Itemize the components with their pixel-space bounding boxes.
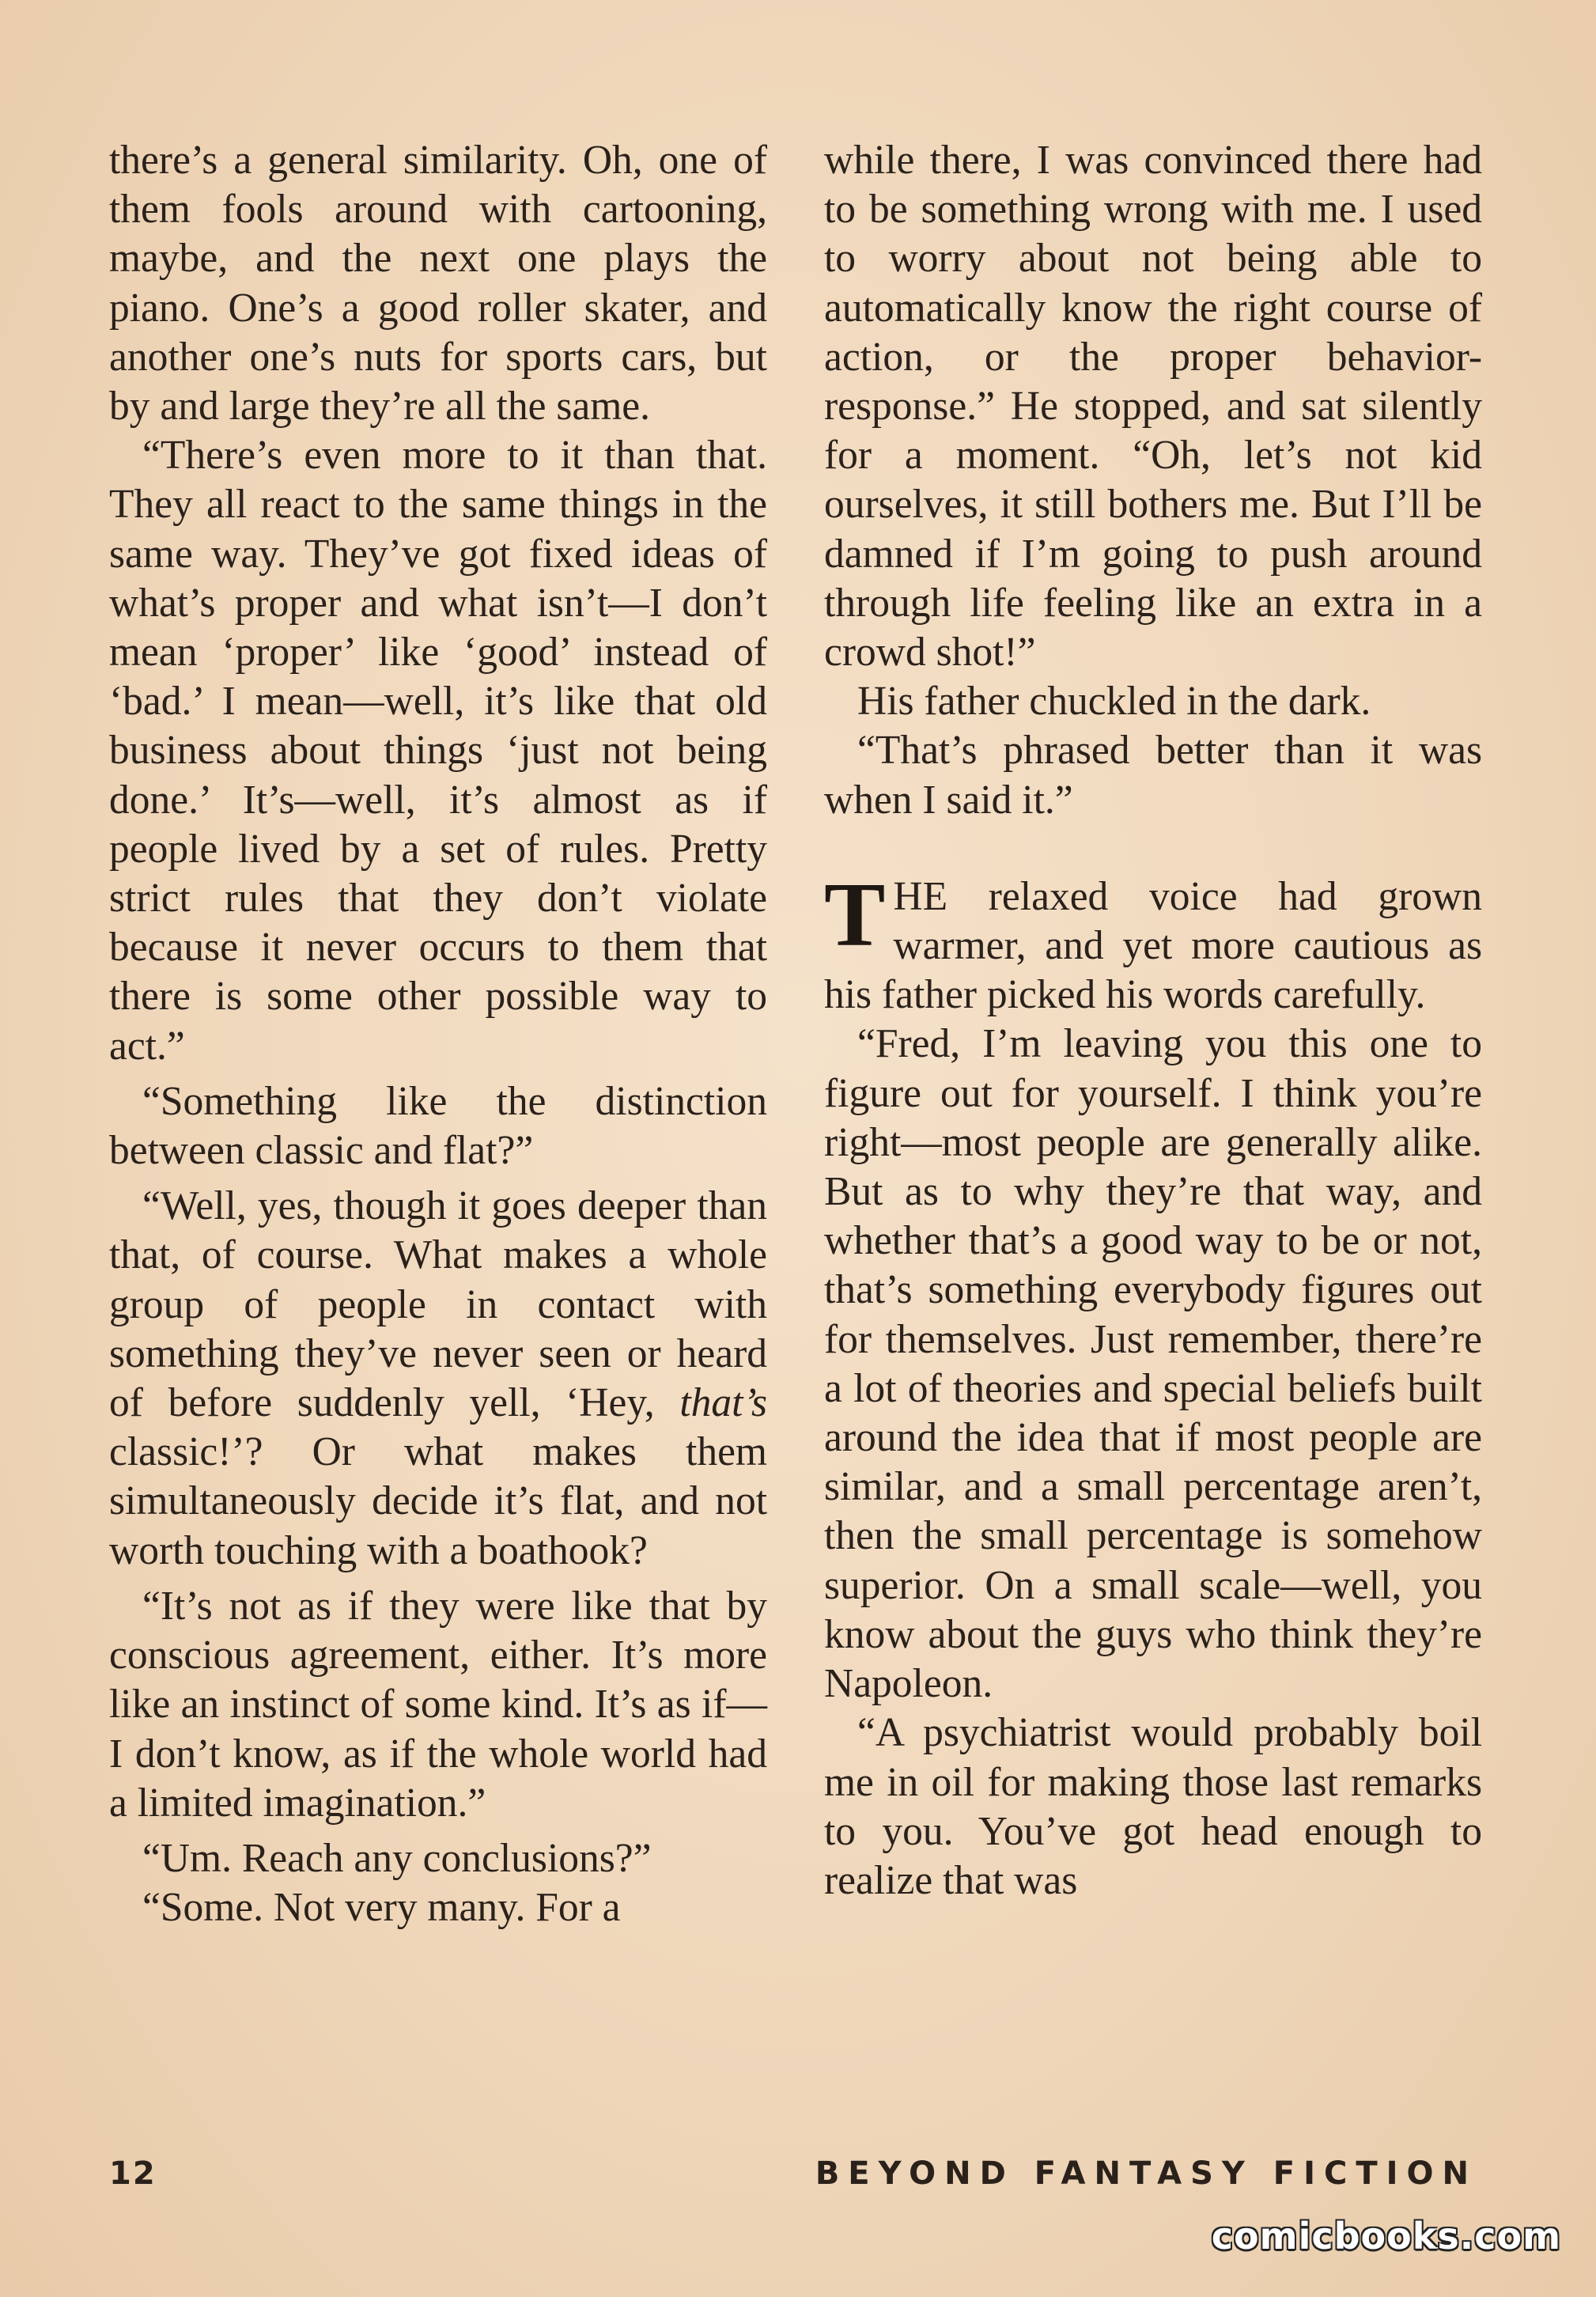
emphasis: that’s bbox=[679, 1380, 767, 1426]
paragraph: there’s a general similarity. Oh, one of them fools around with cartooning, maybe, and the next one plays the piano. One’s a good roller skater, and another one’s nuts for sports cars, but by and large they’re all the same. bbox=[109, 138, 767, 430]
watermark-logo: comicbooks.com bbox=[1211, 2215, 1561, 2257]
paragraph: “Something like the distinction between classic and flat?” bbox=[109, 1078, 767, 1174]
paragraph: “There’s even more to it than that. They all react to the same things in the same way. They’ve got fixed ideas of what’s proper and what isn’t—I don’t mean ‘proper’ like ‘good’ instead of ‘bad.’ I mean—well, it’s like that old business about things ‘just not being done.’ It’s—well, it’s almost as if people lived by a set of rules. Pretty strict rules that they don’t violate because it never occurs to them that there is some other possible way to act.” bbox=[109, 433, 767, 1069]
left-column bbox=[109, 136, 767, 1932]
magazine-title: BEYOND FANTASY FICTION bbox=[815, 2155, 1477, 2192]
paragraph: “Um. Reach any conclusions?” bbox=[142, 1835, 652, 1881]
paragraph: “A psychiatrist would probably boil me in oil for making those last remarks to you. You’ve got head enough to realize that was bbox=[824, 1710, 1482, 1903]
paragraph bbox=[109, 1182, 767, 1576]
paragraph: while there, I was convinced there had to be something wrong with me. I used to worry about not being able to automatically know the right course of action, or the proper behavior-response.” He stopped, and sat silently for a moment. “Oh, let’s not kid ourselves, it still bothers me. But I’ll be damned if I’m going to push around through life feeling like an extra in a crowd shot!” bbox=[824, 138, 1482, 675]
text-run: classic!’? Or what makes them simultaneously decide it’s flat, and not worth touching with a boathook? bbox=[109, 1429, 767, 1573]
paragraph: “Some. Not very many. For a bbox=[142, 1885, 621, 1931]
section-break bbox=[824, 864, 1482, 1020]
drop-cap: T bbox=[824, 864, 886, 966]
paragraph: “Fred, I’m leaving you this one to figure out for yourself. I think you’re right—most people are generally alike. But as to why they’re that way, and whether that’s a good way to be or not, that’s something everybody figures out for themselves. Just remember, there’re a lot of theories and special beliefs built around the idea that if most people are similar, and a small percentage aren’t, then the small percentage is somehow superior. On a small scale—well, you know about the guys who think they’re Napoleon. bbox=[824, 1021, 1482, 1707]
page-number: 12 bbox=[109, 2155, 157, 2192]
text-run: “Well, yes, though it goes deeper than that, of course. What makes a whole group of people in contact with something they’ve never seen or heard of before suddenly yell, ‘Hey, bbox=[109, 1183, 767, 1426]
right-column bbox=[824, 136, 1482, 1905]
paragraph: “That’s phrased better than it was when I said it.” bbox=[824, 728, 1482, 823]
paragraph bbox=[824, 864, 1482, 1020]
text-run: HE relaxed voice had grown warmer, and yet more cautious as his father picked his words carefully. bbox=[824, 873, 1482, 1018]
paragraph: “It’s not as if they were like that by conscious agreement, either. It’s more like an instinct of some kind. It’s as if—I don’t know, as if the whole world had a limited imagination.” bbox=[109, 1583, 767, 1826]
paragraph: His father chuckled in the dark. bbox=[857, 679, 1371, 725]
